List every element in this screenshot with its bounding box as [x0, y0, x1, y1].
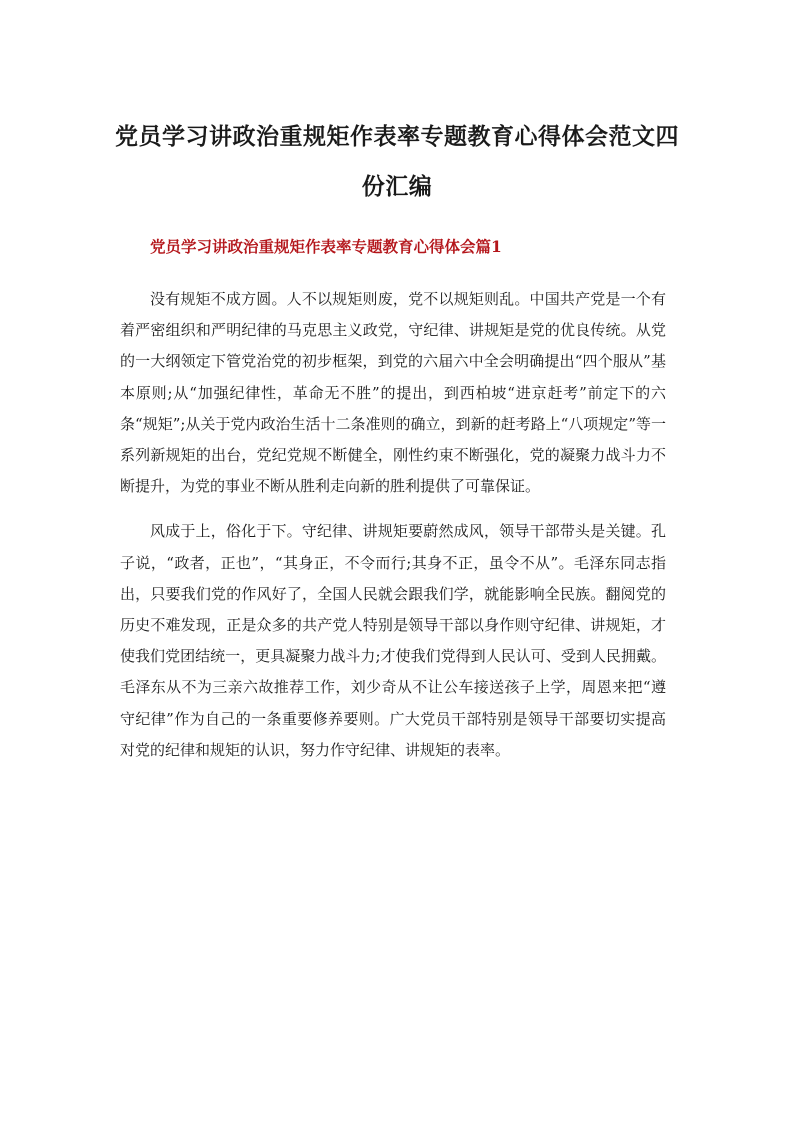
section-heading: 党员学习讲政治重规矩作表率专题教育心得体会篇1 — [150, 237, 502, 256]
paragraph: 没有规矩不成方圆。人不以规矩则废，党不以规矩则乱。中国共产党是一个有着严密组织和严明纪律的马克思主义政党，守纪律、讲规矩是党的优良传统。从党的一大纲领定下管党治党的初步框架，到党的六届六中全会明确提出“四个服从”基本原则;从“加强纪律性，革命无不胜”的提出，到西柏坡“进京赶考”前定下的六条“规矩”;从关于党内政治生活十二条准则的确立，到新的赶考路上“八项规定”等一系列新规矩的出台，党纪党规不断健全，刚性约束不断强化，党的凝聚力战斗力不断提升，为党的事业不断从胜利走向新的胜利提供了可靠保证。 — [120, 290, 666, 496]
document-title: 党员学习讲政治重规矩作表率专题教育心得体会范文四份汇编 — [115, 123, 679, 200]
paragraph: 风成于上，俗化于下。守纪律、讲规矩要蔚然成风，领导干部带头是关键。孔子说，“政者，正也”，“其身正，不令而行;其身不正，虽令不从”。毛泽东同志指出，只要我们党的作风好了，全国人民就会跟我们学，就能影响全民族。翻阅党的历史不难发现，正是众多的共产党人特别是领导干部以身作则守纪律、讲规矩，才使我们党团结统一，更具凝聚力战斗力;才使我们党得到人民认可、受到人民拥戴。毛泽东从不为三亲六故推荐工作，刘少奇从不让公车接送孩子上学，周恩来把“遵守纪律”作为自己的一条重要修养要则。广大党员干部特别是领导干部要切实提高对党的纪律和规矩的认识，努力作守纪律、讲规矩的表率。 — [120, 522, 666, 759]
document-body — [120, 284, 666, 780]
